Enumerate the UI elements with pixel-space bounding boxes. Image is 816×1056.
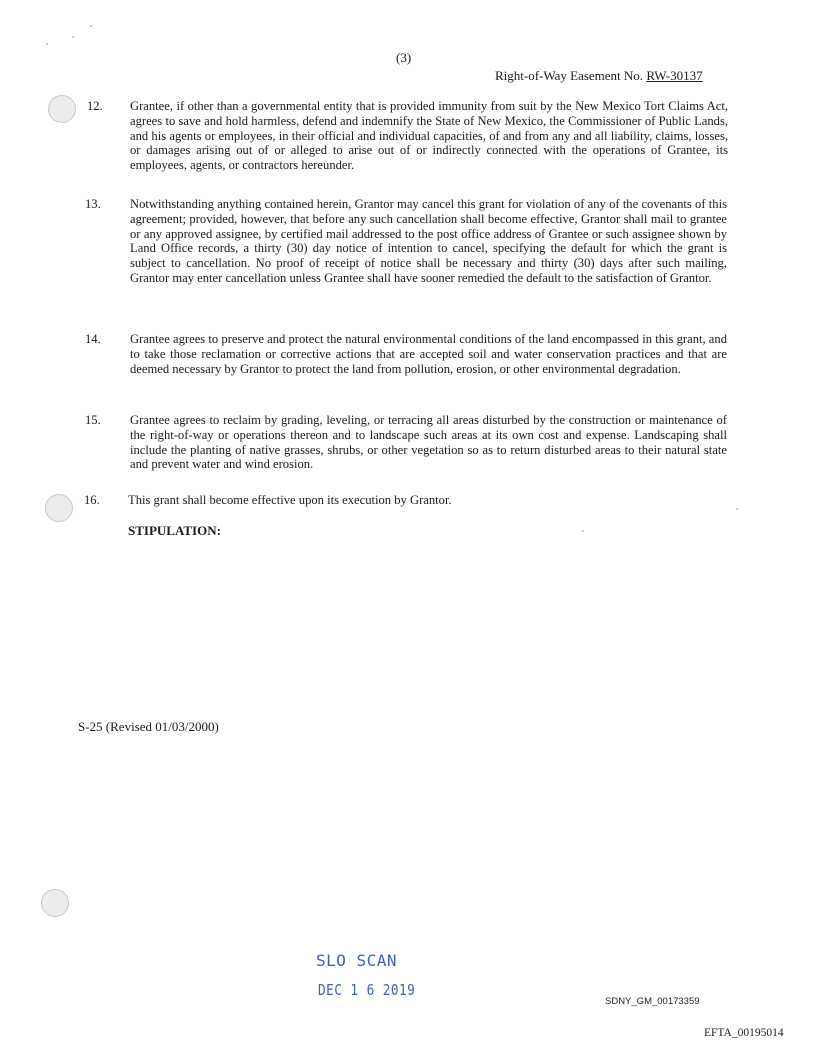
clause-number: 16. <box>84 493 100 507</box>
clause-number: 13. <box>85 197 101 211</box>
clause-text: Grantee, if other than a governmental entity that is provided immunity from suit by the New Mexico Tort Claims Act, agrees to save and hold harmless, defend and indemnify the State of New Mexico, the Commissioner of Public Lands, and his agents or employees, in their official and individual capacities, of and from any and all liability, claims, losses, or damages arising out of or alleged to arise out of or indirectly connected with the operations of Grantee, its employees, agents, or contractors hereunder. <box>130 99 728 173</box>
punch-hole-bottom <box>41 889 69 917</box>
punch-hole-top <box>48 95 76 123</box>
scan-speck <box>582 530 584 532</box>
clause-13 <box>85 197 727 286</box>
bates-sdny: SDNY_GM_00173359 <box>605 996 700 1007</box>
clause-number: 12. <box>87 99 103 113</box>
scan-speck <box>736 508 738 510</box>
scan-stamp-title: SLO SCAN <box>316 951 398 970</box>
clause-15 <box>85 413 727 472</box>
clause-12 <box>87 99 728 173</box>
easement-number: RW-30137 <box>646 68 703 83</box>
bates-efta: EFTA_00195014 <box>704 1027 784 1039</box>
easement-label: Right-of-Way Easement No. <box>495 68 644 83</box>
scan-stamp-date: DEC 1 6 2019 <box>318 981 416 999</box>
scan-speck <box>46 43 48 45</box>
clause-text: Grantee agrees to preserve and protect the natural environmental conditions of the land encompassed in this grant, and to take those reclamation or corrective actions that are accepted soil and water conservation practices and that are deemed necessary by Grantor to protect the land from pollution, erosion, or other environmental degradation. <box>130 332 727 376</box>
punch-hole-middle <box>45 494 73 522</box>
scan-speck <box>90 25 92 27</box>
clause-text: Notwithstanding anything contained herein, Grantor may cancel this grant for violation of any of the covenants of this agreement; provided, however, that before any such cancellation shall become effective, Grantor shall mail to grantee or any approved assignee, by certified mail addressed to the post office address of Grantee or such assignee shown by Land Office records, a thirty (30) day notice of intention to cancel, specifying the default for which the grant is subject to cancellation. No proof of receipt of notice shall be necessary and thirty (30) days after such mailing, Grantor may enter cancellation unless Grantee shall have sooner remedied the default to the satisfaction of Grantor. <box>130 197 727 285</box>
scan-speck <box>72 36 74 38</box>
clause-14 <box>85 332 727 376</box>
clause-number: 15. <box>85 413 101 427</box>
clause-number: 14. <box>85 332 101 346</box>
clause-text: This grant shall become effective upon its execution by Grantor. <box>128 493 452 507</box>
clause-16 <box>84 493 728 508</box>
clause-text: Grantee agrees to reclaim by grading, leveling, or terracing all areas disturbed by the construction or maintenance of the right-of-way or operations thereon and to landscape such areas at its own cost and expense. Landscaping shall include the planting of native grasses, shrubs, or other vegetation so as to return disturbed areas to their natural state and prevent water and wind erosion. <box>130 413 727 472</box>
page-number: (3) <box>396 50 412 65</box>
easement-reference <box>495 68 703 84</box>
stipulation-heading: STIPULATION: <box>128 523 221 538</box>
form-number: S-25 (Revised 01/03/2000) <box>78 719 219 734</box>
